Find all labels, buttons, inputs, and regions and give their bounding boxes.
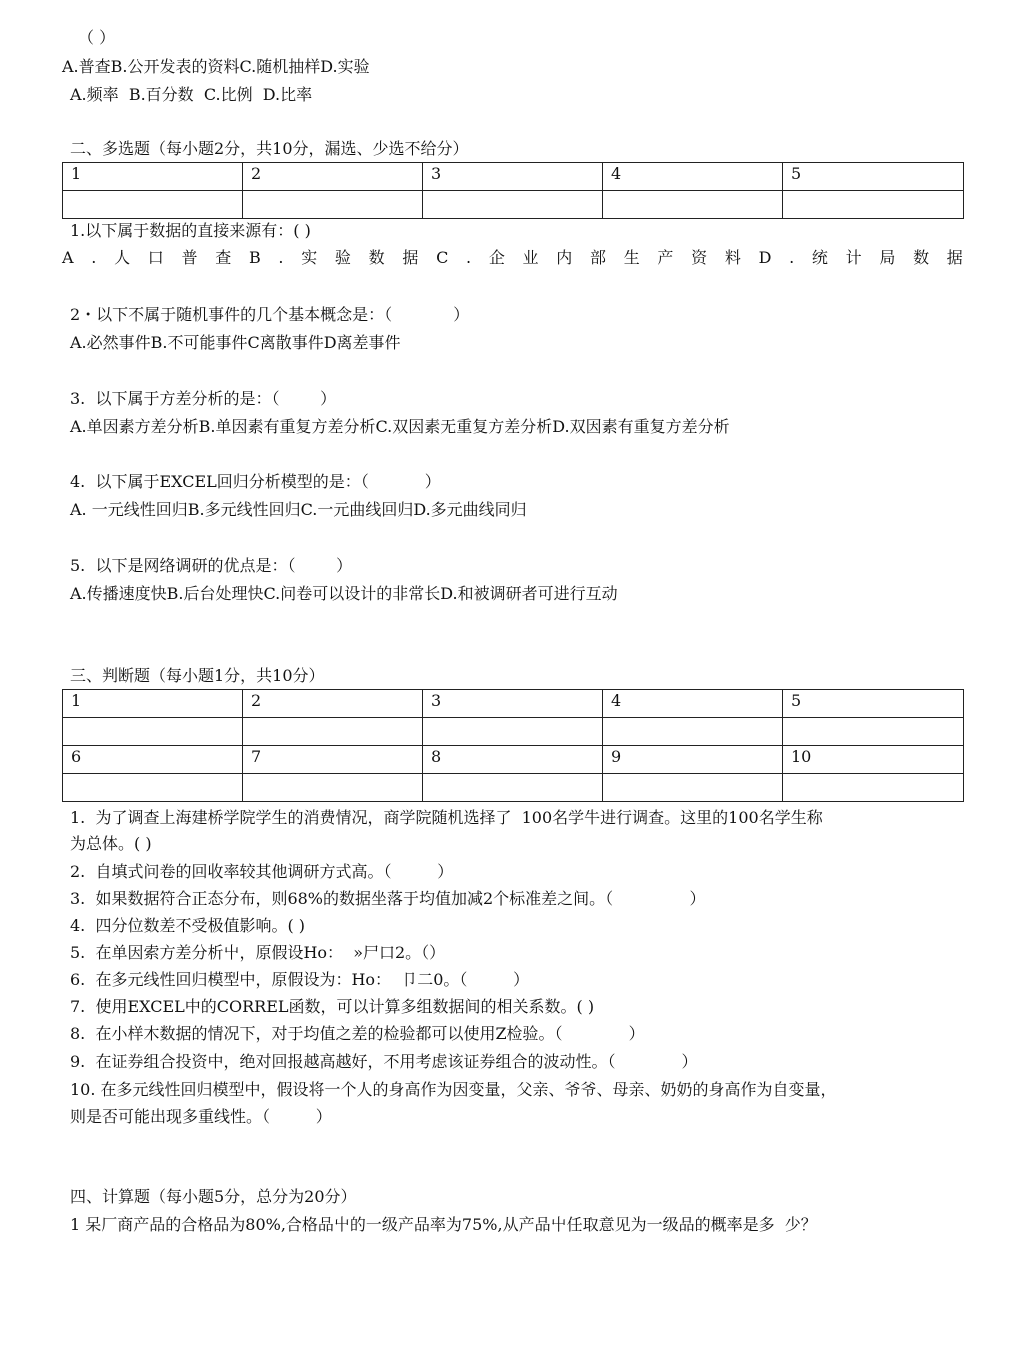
answer-cell[interactable] <box>603 774 783 802</box>
answer-table-multiple-choice <box>62 162 964 219</box>
judgement-item: 1. 为了调查上海建桥学院学生的消费情况，商学院随机选择了 100名学牛进行调查。这里的100名学生称 <box>70 808 823 827</box>
answer-cell-label: 4 <box>603 163 783 191</box>
judgement-item: 8. 在小样木数据的情况下，对于均值之差的检验都可以使用Z检验。（ ） <box>70 1024 645 1043</box>
question-stem: 1.以下属于数据的直接来源有：( ) <box>70 221 311 240</box>
answer-cell-label: 9 <box>603 746 783 774</box>
answer-cell[interactable] <box>423 774 603 802</box>
answer-cell-label: 1 <box>63 163 243 191</box>
section-title-multiple-choice: 二、多选题（每小题2分，共10分，漏选、少选不给分） <box>70 139 469 158</box>
answer-cell-label: 3 <box>423 690 603 718</box>
question-stem: 4. 以下属于EXCEL回归分析模型的是：（ ） <box>70 472 441 491</box>
answer-cell-label: 1 <box>63 690 243 718</box>
question-options-justified: A . 人 口 普 查 B . 实 验 数 据 C . 企 业 内 部 生 产 资 料 D . 统 计 局 数 据 <box>62 248 963 267</box>
question-options: A.必然事件B.不可能事件C离散事件D离差事件 <box>70 333 401 352</box>
answer-cell-label: 4 <box>603 690 783 718</box>
answer-cell-label: 2 <box>243 690 423 718</box>
answer-cell-label: 8 <box>423 746 603 774</box>
section-title-calculation: 四、计算题（每小题5分，总分为20分） <box>70 1187 357 1206</box>
answer-bracket: （ ） <box>78 28 116 47</box>
answer-cell[interactable] <box>63 774 243 802</box>
answer-cell-label: 5 <box>783 690 964 718</box>
question-stem: 2・以下不属于随机事件的几个基本概念是：（ ） <box>70 305 470 324</box>
question-stem: 5. 以下是网络调研的优点是：（ ） <box>70 556 353 575</box>
judgement-item: 则是否可能出现多重线性。（ ） <box>70 1107 332 1126</box>
answer-cell[interactable] <box>63 191 243 219</box>
answer-cell[interactable] <box>783 718 964 746</box>
answer-cell-label: 10 <box>783 746 964 774</box>
options-line: A.普查B.公开发表的资料C.随机抽样D.实验 <box>62 57 370 76</box>
answer-cell-label: 6 <box>63 746 243 774</box>
question-stem: 3. 以下属于方差分析的是：（ ） <box>70 389 337 408</box>
answer-cell[interactable] <box>603 191 783 219</box>
answer-cell-label: 2 <box>243 163 423 191</box>
answer-cell-label: 7 <box>243 746 423 774</box>
judgement-item: 5. 在单因索方差分析屮，原假设Ho： »尸口2。（） <box>70 943 446 962</box>
judgement-item: 4. 四分位数差不受极值影响。( ) <box>70 916 306 935</box>
answer-cell[interactable] <box>243 774 423 802</box>
question-options: A. 一元线性回归B.多元线性回归C.一元曲线回归D.多元曲线同归 <box>70 500 527 519</box>
answer-cell[interactable] <box>243 718 423 746</box>
judgement-item: 6. 在多元线性回归模型中，原假设为：Ho： 卩二0。（ ） <box>70 970 530 989</box>
judgement-item: 9. 在证券组合投资中，绝对回报越高越好，不用考虑该证券组合的波动性。（ ） <box>70 1052 698 1071</box>
answer-cell[interactable] <box>603 718 783 746</box>
judgement-item: 7. 使用EXCEL中的CORREL函数，可以计算多组数据间的相关系数。( ) <box>70 997 595 1016</box>
answer-cell-label: 3 <box>423 163 603 191</box>
answer-cell[interactable] <box>243 191 423 219</box>
answer-cell[interactable] <box>423 718 603 746</box>
answer-cell[interactable] <box>423 191 603 219</box>
answer-cell[interactable] <box>63 718 243 746</box>
judgement-item: 10. 在多元线性回归模型中，假设将一个人的身高作为因变量，父亲、爷爷、母亲、奶奶的身高作为自变量， <box>70 1080 837 1099</box>
judgement-item: 2. 自填式问卷的回收率较其他调研方式高。（ ） <box>70 862 454 881</box>
judgement-item: 为总体。( ) <box>70 834 152 853</box>
calculation-question: 1 呆厂商产品的合格品为80%,合格品屮的一级产品率为75%,从产品屮任取意见为一级品的概率是多 少？ <box>70 1215 817 1234</box>
answer-cell-label: 5 <box>783 163 964 191</box>
options-line: A.频率 B.百分数 C.比例 D.比率 <box>70 85 313 104</box>
answer-cell[interactable] <box>783 774 964 802</box>
answer-cell[interactable] <box>783 191 964 219</box>
judgement-item: 3. 如果数据符合正态分布，则68%的数据坐落于均值加减2个标准差之间。（ ） <box>70 889 706 908</box>
question-options: A.单因素方差分析B.单因素有重复方差分析C.双因素无重复方差分析D.双因素有重复方差分析 <box>70 417 730 436</box>
section-title-true-false: 三、判断题（每小题1分，共10分） <box>70 666 325 685</box>
answer-table-true-false <box>62 689 964 802</box>
question-options: A.传播速度快B.后台处理快C.问卷可以设计的非常长D.和被调研者可进行互动 <box>70 584 618 603</box>
